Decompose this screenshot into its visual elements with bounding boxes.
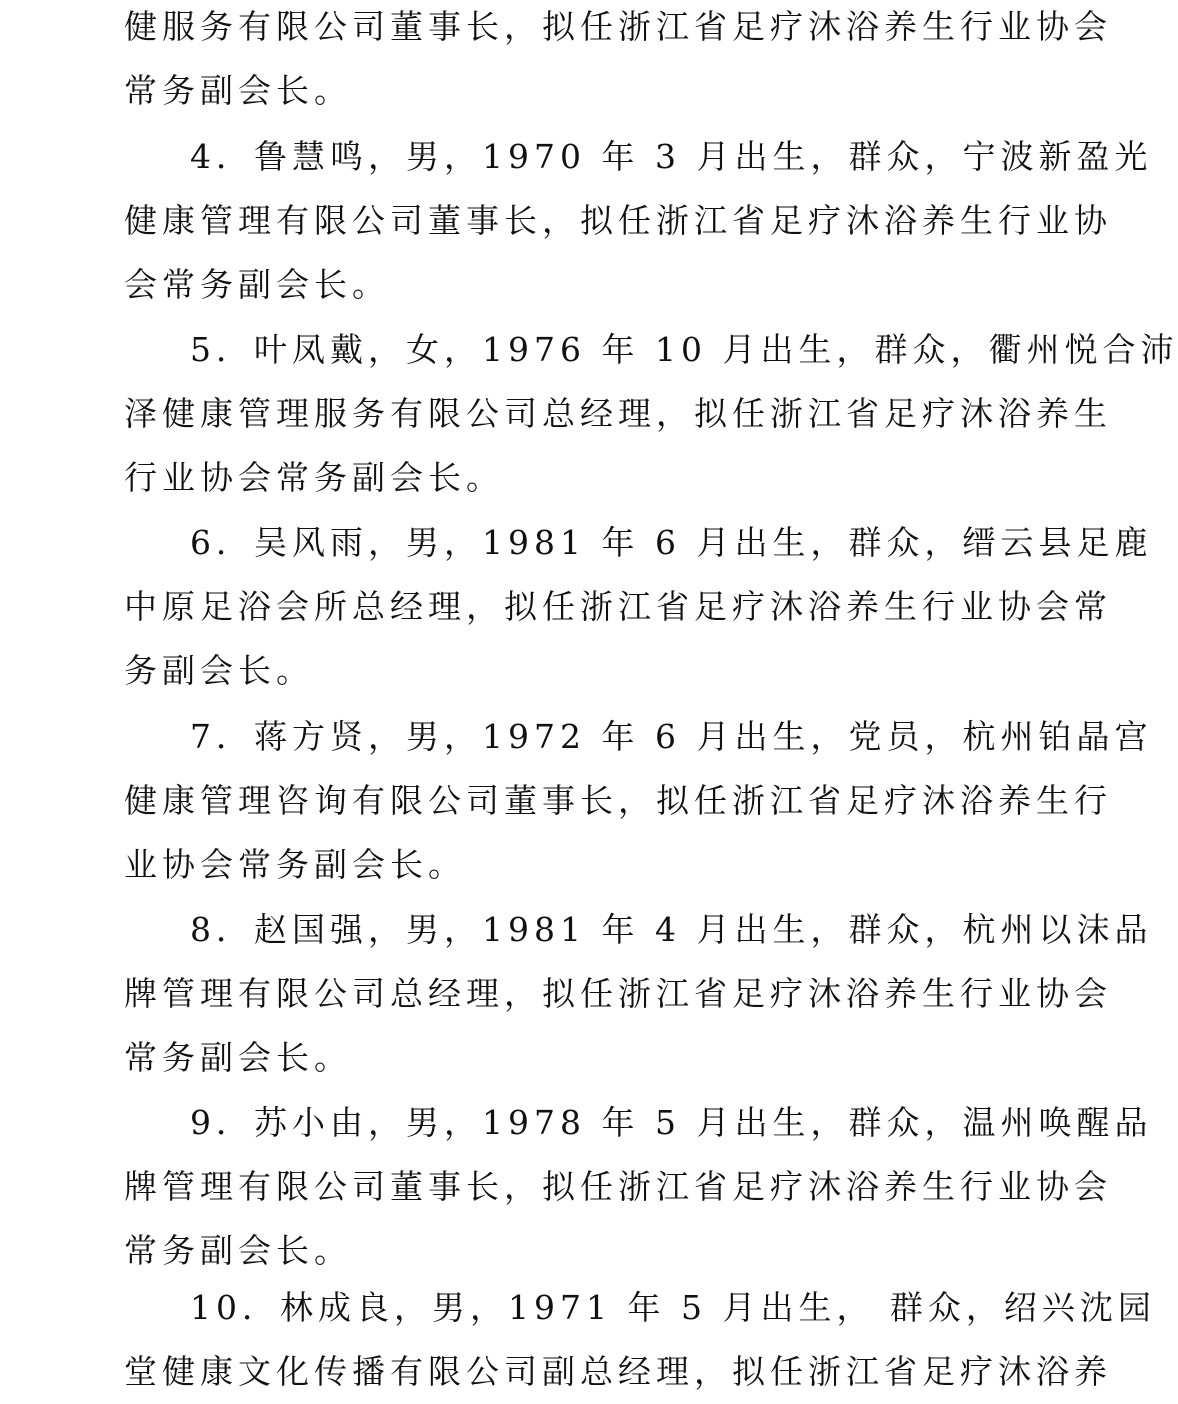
text-line: 健康管理咨询有限公司董事长，拟任浙江省足疗沐浴养生行 — [124, 781, 1112, 820]
text-line: 常务副会长。 — [124, 71, 352, 110]
text-line: 业协会常务副会长。 — [124, 845, 466, 884]
list-item-4-first-line: 4．鲁慧鸣，男，1970 年 3 月出生，群众，宁波新盈光 — [190, 137, 1153, 176]
text-line: 堂健康文化传播有限公司副总经理，拟任浙江省足疗沐浴养 — [124, 1352, 1112, 1391]
text-line: 健康管理有限公司董事长，拟任浙江省足疗沐浴养生行业协 — [124, 201, 1112, 240]
text-line: 健服务有限公司董事长，拟任浙江省足疗沐浴养生行业协会 — [124, 7, 1112, 46]
list-item-8-first-line: 8．赵国强，男，1981 年 4 月出生，群众，杭州以沫品 — [190, 910, 1153, 949]
text-line: 行业协会常务副会长。 — [124, 458, 504, 497]
text-line: 常务副会长。 — [124, 1038, 352, 1077]
list-item-7-first-line: 7．蒋方贤，男，1972 年 6 月出生，党员，杭州铂晶宫 — [190, 717, 1153, 756]
text-line: 务副会长。 — [124, 651, 314, 690]
text-line: 会常务副会长。 — [124, 265, 390, 304]
text-line: 中原足浴会所总经理，拟任浙江省足疗沐浴养生行业协会常 — [124, 587, 1112, 626]
list-item-10-first-line: 10．林成良，男，1971 年 5 月出生， 群众，绍兴沈园 — [190, 1288, 1156, 1327]
list-item-6-first-line: 6．吴风雨，男，1981 年 6 月出生，群众，缙云县足鹿 — [190, 523, 1153, 562]
text-line: 泽健康管理服务有限公司总经理，拟任浙江省足疗沐浴养生 — [124, 394, 1112, 433]
list-item-5-first-line: 5．叶凤戴，女，1976 年 10 月出生，群众，衢州悦合沛 — [190, 330, 1178, 369]
list-item-9-first-line: 9．苏小由，男，1978 年 5 月出生，群众，温州唤醒品 — [190, 1103, 1153, 1142]
text-line: 牌管理有限公司董事长，拟任浙江省足疗沐浴养生行业协会 — [124, 1167, 1112, 1206]
text-line: 常务副会长。 — [124, 1231, 352, 1270]
text-line: 牌管理有限公司总经理，拟任浙江省足疗沐浴养生行业协会 — [124, 974, 1112, 1013]
